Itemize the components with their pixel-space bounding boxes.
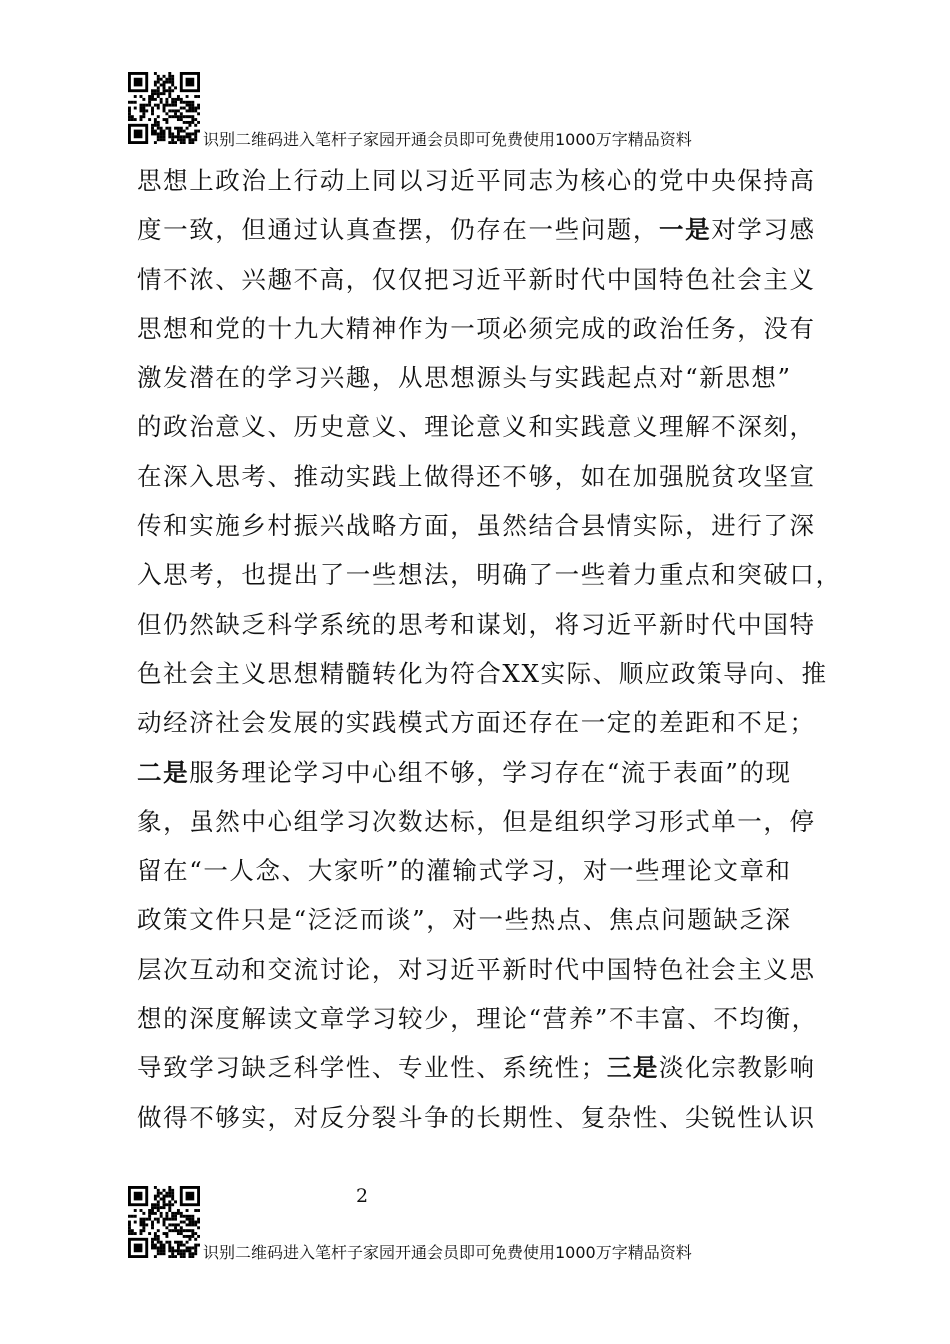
- text-line: [137, 452, 837, 501]
- text-run: 度一致，但通过认真查摆，仍存在一些问题，: [137, 215, 659, 245]
- text-run: 层次互动和交流讨论，对习近平新时代中国特色社会主义思: [137, 954, 816, 984]
- text-run: 导致学习缺乏科学性、专业性、系统性；: [137, 1053, 607, 1083]
- header-promo-text: 识别二维码进入笔杆子家园开通会员即可免费使用1000万字精品资料: [203, 130, 692, 149]
- text-line: [137, 994, 837, 1043]
- text-run: 入思考，也提出了一些想法，明确了一些着力重点和突破口，: [137, 560, 842, 590]
- text-run: 思想上政治上行动上同以习近平同志为核心的党中央保持高: [137, 166, 816, 195]
- text-line: [137, 550, 842, 599]
- text-line: [137, 649, 837, 698]
- text-run: 服务理论学习中心组不够，学习存在“流于表面”的现: [189, 757, 792, 787]
- text-run: 色社会主义思想精髓转化为符合XX实际、顺应政策导向、推: [137, 658, 828, 688]
- text-run: 政策文件只是“泛泛而谈”，对一些热点、焦点问题缺乏深: [137, 905, 792, 935]
- text-line: [137, 748, 837, 797]
- text-line: [137, 797, 837, 846]
- text-run: 留在“一人念、大家听”的灌输式学习，对一些理论文章和: [137, 856, 792, 886]
- text-run: 在深入思考、推动实践上做得还不够，如在加强脱贫攻坚宣: [137, 461, 816, 491]
- text-line: [137, 304, 837, 353]
- footer-promo-text: 识别二维码进入笔杆子家园开通会员即可免费使用1000万字精品资料: [203, 1243, 692, 1262]
- page-number: 2: [356, 1185, 369, 1207]
- text-run: 象，虽然中心组学习次数达标，但是组织学习形式单一，停: [137, 806, 816, 836]
- text-line: [137, 255, 837, 304]
- text-run: 但仍然缺乏科学系统的思考和谋划，将习近平新时代中国特: [137, 609, 816, 639]
- text-run: 对学习感: [711, 215, 816, 245]
- text-line: [137, 945, 837, 994]
- bold-marker: 一是: [659, 215, 712, 245]
- text-line: [137, 402, 837, 451]
- text-run: 传和实施乡村振兴战略方面，虽然结合县情实际，进行了深: [137, 511, 816, 541]
- text-line: [137, 1043, 837, 1092]
- text-line: [137, 156, 837, 205]
- text-line: [137, 846, 837, 895]
- text-line: [137, 1093, 837, 1142]
- text-run: 动经济社会发展的实践模式方面还存在一定的差距和不足；: [137, 708, 816, 738]
- qr-code-icon: [128, 72, 200, 144]
- body-paragraph: [137, 156, 842, 1142]
- text-line: [137, 205, 837, 254]
- qr-code-icon: [128, 1186, 200, 1258]
- text-run: 淡化宗教影响: [659, 1053, 816, 1083]
- text-run: 做得不够实，对反分裂斗争的长期性、复杂性、尖锐性认识: [137, 1102, 816, 1132]
- text-run: 情不浓、兴趣不高，仅仅把习近平新时代中国特色社会主义: [137, 264, 816, 294]
- bold-marker: 三是: [606, 1053, 660, 1083]
- text-run: 激发潜在的学习兴趣，从思想源头与实践起点对“新思想”: [137, 363, 792, 393]
- text-line: [137, 353, 837, 402]
- text-run: 思想和党的十九大精神作为一项必须完成的政治任务，没有: [137, 313, 816, 343]
- text-line: [137, 698, 837, 747]
- text-run: 想的深度解读文章学习较少，理论“营养”不丰富、不均衡，: [137, 1004, 818, 1034]
- text-line: [137, 895, 837, 944]
- bold-marker: 二是: [137, 757, 190, 787]
- text-run: 的政治意义、历史意义、理论意义和实践意义理解不深刻，: [137, 412, 816, 442]
- text-line: [137, 600, 837, 649]
- text-line: [137, 501, 837, 550]
